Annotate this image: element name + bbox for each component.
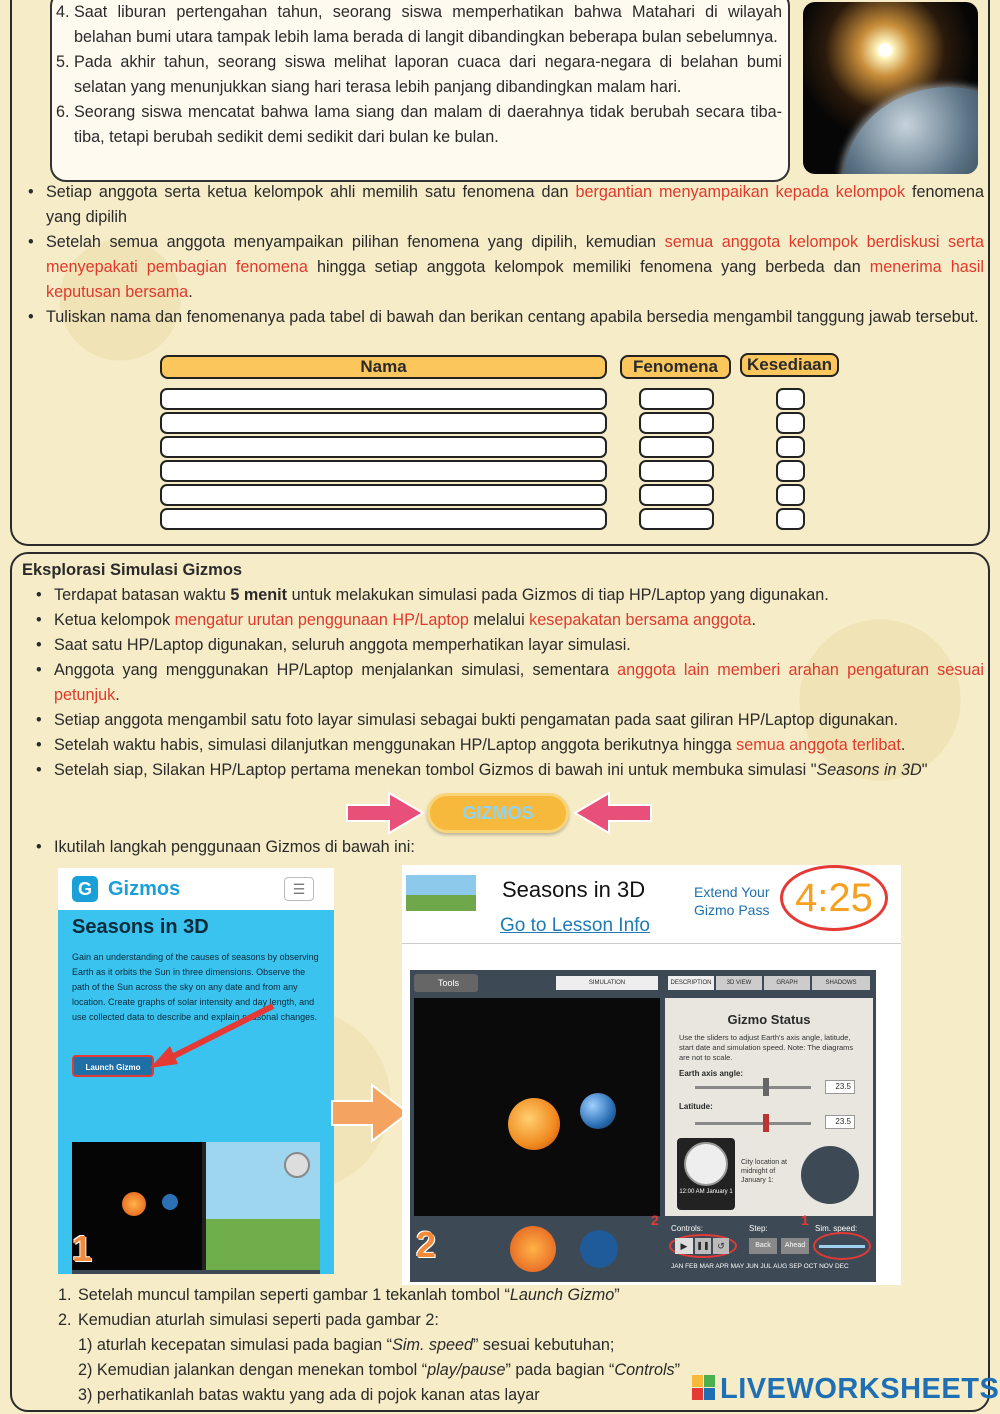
kesediaan-checkbox[interactable] <box>776 412 805 434</box>
globe-diagram <box>801 1146 859 1204</box>
arrow-left-icon <box>573 791 653 835</box>
kesediaan-checkbox[interactable] <box>776 388 805 410</box>
simulation-window <box>410 970 876 1282</box>
observations-list <box>56 0 782 150</box>
fenomena-input[interactable] <box>639 388 714 410</box>
latitude-slider-thumb <box>763 1114 769 1132</box>
instruction-item: • Terdapat batasan waktu 5 menit untuk melakukan simulasi pada Gizmos di tiap HP/Laptop yang digunakan. <box>32 583 984 608</box>
step-badge-2: 2 <box>416 1224 437 1265</box>
group-instructions <box>24 180 984 330</box>
axis-angle-slider <box>695 1086 811 1089</box>
sub-step-item: 3) perhatikanlah batas waktu yang ada di pojok kanan atas layar <box>78 1386 540 1404</box>
fenomena-input[interactable] <box>639 484 714 506</box>
live-badge-icon <box>692 1375 716 1401</box>
status-text: Use the sliders to adjust Earth's axis angle, latitude, start date and simulation speed. Note: The diagrams are not to scale. <box>679 1033 854 1062</box>
gizmo-instructions <box>32 583 984 783</box>
axis-angle-slider-thumb <box>763 1078 769 1096</box>
countdown-timer: 4:25 <box>780 865 888 931</box>
sim-thumbnail-bar <box>414 1220 662 1278</box>
nama-input[interactable] <box>160 436 607 458</box>
sim-speed-label: Sim. speed: <box>815 1224 858 1233</box>
marker-2: 2 <box>651 1212 659 1228</box>
section-title: Eksplorasi Simulasi Gizmos <box>22 561 243 579</box>
gizmos-logo-icon: G <box>72 876 98 902</box>
latitude-slider <box>695 1122 811 1125</box>
nama-input[interactable] <box>160 460 607 482</box>
instruction-item: • Setelah waktu habis, simulasi dilanjutkan menggunakan HP/Laptop anggota berikutnya hingga semua anggota terlibat. <box>32 733 984 758</box>
back-button: Back <box>749 1238 777 1254</box>
instruction-item: • Ketua kelompok mengatur urutan penggunaan HP/Laptop melalui kesepakatan bersama anggota. <box>32 608 984 633</box>
kesediaan-checkbox[interactable] <box>776 460 805 482</box>
col-header-nama: Nama <box>160 355 607 379</box>
fenomena-input[interactable] <box>639 508 714 530</box>
pointer-arrow-icon <box>148 1002 278 1072</box>
observation-item: 6. Seorang siswa mencatat bahwa lama siang dan malam di daerahnya tidak berubah secara tiba-tiba, tetapi berubah sedikit demi sedikit dari bulan ke bulan. <box>56 103 782 146</box>
step-badge-1: 1 <box>72 1228 93 1269</box>
instruction-item: • Anggota yang menggunakan HP/Laptop menjalankan simulasi, sementara anggota lain memberi arahan pengaturan sesuai petunjuk. <box>32 658 984 708</box>
fenomena-input[interactable] <box>639 412 714 434</box>
instruction-item: • Saat satu HP/Laptop digunakan, seluruh anggota memperhatikan layar simulasi. <box>32 633 984 658</box>
nama-input[interactable] <box>160 412 607 434</box>
sim-speed-slider <box>819 1245 865 1248</box>
axis-angle-label: Earth axis angle: <box>679 1069 744 1078</box>
latitude-value: 23.5 <box>825 1115 855 1129</box>
kesediaan-checkbox[interactable] <box>776 436 805 458</box>
kesediaan-checkbox[interactable] <box>776 484 805 506</box>
tab-graph: GRAPH <box>764 976 810 990</box>
gizmo-title: Seasons in 3D <box>72 916 209 938</box>
launch-gizmo-button: Launch Gizmo <box>72 1055 154 1077</box>
step-label: Step: <box>749 1224 768 1233</box>
clock-widget <box>677 1138 735 1210</box>
axis-angle-value: 23.5 <box>825 1080 855 1094</box>
ahead-button: Ahead <box>781 1238 809 1254</box>
pause-button: ❚❚ <box>695 1238 711 1254</box>
step-item: 2. Kemudian aturlah simulasi seperti pada gambar 2: <box>58 1311 439 1329</box>
gizmo-launch-screenshot <box>58 868 334 1274</box>
sun-thumb-icon <box>510 1226 556 1272</box>
instruction-item: • Setiap anggota mengambil satu foto layar simulasi sebagai bukti pengamatan pada saat giliran HP/Laptop digunakan. <box>32 708 984 733</box>
simulation-preview <box>72 1142 320 1274</box>
earth-icon <box>580 1093 616 1129</box>
month-axis: JAN FEB MAR APR MAY JUN JUL AUG SEP OCT NOV DEC <box>671 1263 849 1270</box>
steps-intro <box>32 835 632 860</box>
step-item: 1. Setelah muncul tampilan seperti gambar 1 tekanlah tombol “Launch Gizmo” <box>58 1286 620 1304</box>
controls-label: Controls: <box>671 1224 704 1233</box>
tab-shadows: SHADOWS <box>812 976 870 990</box>
instruction-item: • Setelah semua anggota menyampaikan pilihan fenomena yang dipilih, kemudian semua anggota kelompok berdiskusi serta menyepakati pembagian fenomena hingga setiap anggota kelompok memiliki fenomena yang berbeda dan menerima hasil keputusan bersama. <box>24 230 984 305</box>
tab-3d-view: 3D VIEW <box>716 976 762 990</box>
earth-thumb-icon <box>580 1230 618 1268</box>
sim-title: Seasons in 3D <box>502 877 646 902</box>
observation-item: 4. Saat liburan pertengahan tahun, seorang siswa memperhatikan bahwa Matahari di wilayah belahan bumi utara tampak lebih lama berada di langit dibandingkan beberapa bulan sebelumnya. <box>56 3 782 46</box>
observation-item: 5. Pada akhir tahun, seorang siswa melihat laporan cuaca dari negara-negara di belahan bumi selatan yang menunjukkan siang hari terasa lebih panjang dibandingkan malam hari. <box>56 53 782 96</box>
clock-text: 12:00 AM January 1 <box>679 1189 733 1195</box>
lesson-info-link: Go to Lesson Info <box>500 915 650 936</box>
instruction-item: • Setiap anggota serta ketua kelompok ahli memilih satu fenomena dan bergantian menyampaikan kepada kelompok fenomena yang dipilih <box>24 180 984 230</box>
extend-pass-link: Extend Your Gizmo Pass <box>694 884 770 918</box>
earth-sun-image <box>803 2 978 174</box>
clock-icon <box>684 1142 728 1186</box>
fenomena-input[interactable] <box>639 460 714 482</box>
reset-button: ↺ <box>713 1238 729 1254</box>
gizmo-description: Gain an understanding of the causes of seasons by observing Earth as it orbits the Sun in three dimensions. Observe the path of the Sun across the sky on any date and from any location. Create graphs of solar intensity and day length, and use collected data to describe and explain seasonal changes. <box>72 952 319 1022</box>
fenomena-input[interactable] <box>639 436 714 458</box>
sun-icon <box>508 1098 560 1150</box>
latitude-label: Latitude: <box>679 1102 713 1111</box>
tab-simulation: SIMULATION <box>556 976 658 990</box>
col-header-kesediaan: Kesediaan <box>740 353 839 377</box>
controls-bar <box>651 1212 873 1278</box>
brand-name: Gizmos <box>108 877 181 900</box>
play-pause-button: ▶ <box>675 1238 693 1254</box>
nama-input[interactable] <box>160 388 607 410</box>
hamburger-menu-icon: ☰ <box>284 877 314 901</box>
city-location-text: City location at midnight of January 1: <box>741 1159 787 1184</box>
gizmo-status-panel <box>665 998 873 1216</box>
nama-input[interactable] <box>160 484 607 506</box>
col-header-fenomena: Fenomena <box>620 355 731 379</box>
status-title: Gizmo Status <box>727 1012 811 1027</box>
marker-1: 1 <box>801 1212 809 1228</box>
big-arrow-icon <box>330 1083 410 1143</box>
gizmos-button[interactable]: GIZMOS <box>427 793 569 833</box>
instruction-item: • Tuliskan nama dan fenomenanya pada tabel di bawah dan berikan centang apabila bersedia mengambil tanggung jawab tersebut. <box>24 305 984 330</box>
nama-input[interactable] <box>160 508 607 530</box>
tab-description: DESCRIPTION <box>668 976 714 990</box>
arrow-right-icon <box>345 791 425 835</box>
sub-step-item: 1) aturlah kecepatan simulasi pada bagian “Sim. speed” sesuai kebutuhan; <box>78 1336 615 1354</box>
sub-step-item: 2) Kemudian jalankan dengan menekan tombol “play/pause” pada bagian “Controls” <box>78 1361 681 1379</box>
kesediaan-checkbox[interactable] <box>776 508 805 530</box>
instruction-item: • Ikutilah langkah penggunaan Gizmos di bawah ini: <box>32 835 632 860</box>
instruction-item: • Setelah siap, Silakan HP/Laptop pertama menekan tombol Gizmos di bawah ini untuk membuka simulasi "Seasons in 3D" <box>32 758 984 783</box>
thumbnail-image <box>406 875 476 911</box>
orbit-view <box>414 998 660 1216</box>
gizmo-simulation-screenshot <box>402 865 901 1285</box>
tools-menu: Tools <box>414 974 478 992</box>
liveworksheets-logo: LIVEWORKSHEETS <box>692 1373 999 1406</box>
